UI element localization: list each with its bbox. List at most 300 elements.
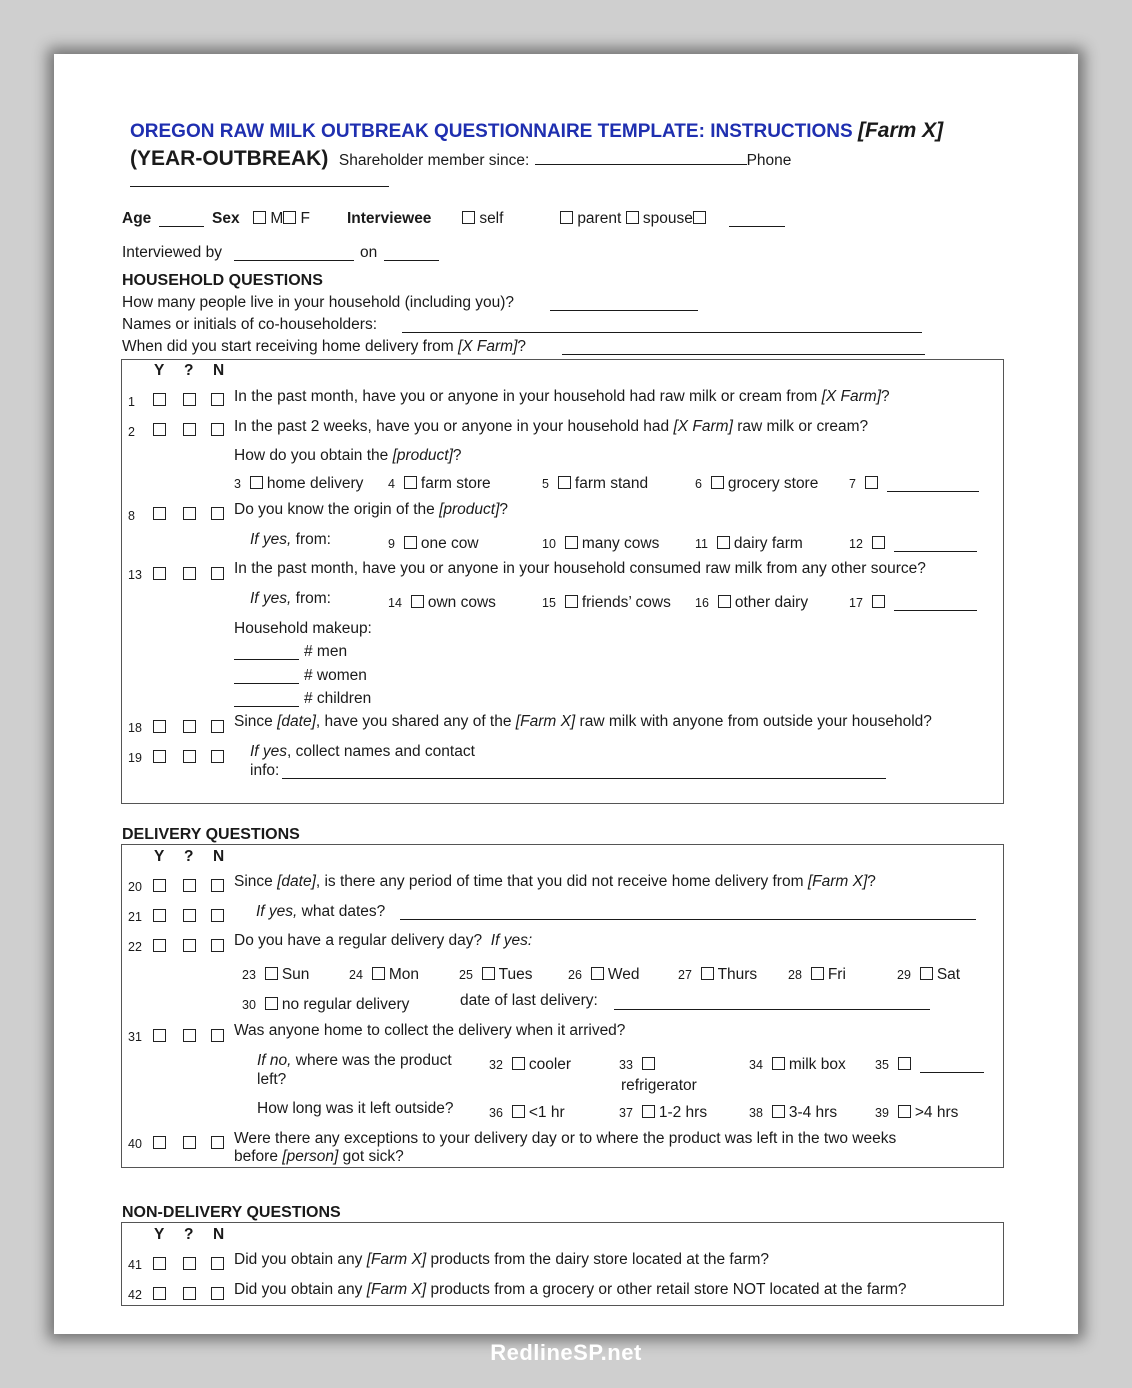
sex-female-checkbox[interactable]	[283, 211, 296, 224]
shareholder-field[interactable]	[535, 150, 747, 165]
opt3-number: 3	[234, 477, 241, 491]
q1-qmark: ?	[881, 388, 890, 405]
ifno-line2: left?	[257, 1071, 287, 1088]
document-title	[130, 117, 990, 174]
q40-no-wrap	[211, 1135, 224, 1153]
q41-yes-wrap	[153, 1256, 166, 1274]
q8-no-checkbox[interactable]	[211, 507, 224, 520]
q2-no-checkbox[interactable]	[211, 423, 224, 436]
q21-yes-checkbox[interactable]	[153, 909, 166, 922]
farm-stand-label: farm stand	[574, 475, 649, 492]
o33-number: 33	[619, 1058, 633, 1072]
source-other-checkbox[interactable]	[872, 595, 885, 608]
q31-no-checkbox[interactable]	[211, 1029, 224, 1042]
opt9-number: 9	[388, 537, 395, 551]
on-label: on	[360, 244, 378, 261]
nondelivery-col-unknown: ?	[184, 1226, 194, 1243]
start-delivery-question	[122, 338, 526, 356]
q21-ifyes: If yes,	[256, 903, 298, 920]
q2-farm: [X Farm]	[673, 418, 733, 435]
opt15-number: 15	[542, 596, 556, 610]
parent-checkbox[interactable]	[560, 211, 573, 224]
one-cow-checkbox[interactable]	[404, 536, 417, 549]
delivery-heading: DELIVERY QUESTIONS	[122, 826, 300, 843]
q1-unknown-wrap	[183, 392, 196, 410]
q20-farm: [Farm X]	[807, 873, 868, 890]
q19-unknown-checkbox[interactable]	[183, 750, 196, 763]
tues-label: Tues	[498, 966, 533, 983]
opt17-number: 17	[849, 596, 863, 610]
q42-unknown-checkbox[interactable]	[183, 1287, 196, 1300]
source-other	[849, 594, 885, 612]
start-delivery-qmark: ?	[517, 338, 527, 355]
contact-info-field[interactable]	[282, 778, 886, 779]
q8-yes-wrap	[153, 506, 166, 524]
q20-no-wrap	[211, 878, 224, 896]
q20-number: 20	[128, 880, 142, 894]
h36-number: 36	[489, 1106, 503, 1120]
self-checkbox[interactable]	[462, 211, 475, 224]
nondelivery-col-y: Y	[154, 1226, 165, 1243]
source-ifyes-text: If yes,	[250, 590, 292, 607]
q18-unknown-wrap	[183, 719, 196, 737]
interviewee-label: Interviewee	[347, 210, 432, 227]
left-other-checkbox[interactable]	[898, 1057, 911, 1070]
q40-number: 40	[128, 1137, 142, 1151]
q18-date: [date]	[277, 713, 316, 730]
farm-store-checkbox[interactable]	[404, 476, 417, 489]
spouse-label: spouse	[642, 210, 693, 227]
opt11-number: 11	[695, 537, 708, 551]
q1-text	[234, 388, 890, 406]
d27-number: 27	[678, 968, 692, 982]
left-other-field[interactable]	[920, 1072, 984, 1073]
q13-yes-checkbox[interactable]	[153, 567, 166, 580]
q18-text	[234, 713, 932, 731]
opt5-number: 5	[542, 477, 549, 491]
source-from-text: from:	[295, 590, 331, 607]
source-other-field[interactable]	[894, 610, 977, 611]
delivery-col-y: Y	[154, 848, 165, 865]
d25-number: 25	[459, 968, 473, 982]
d23-number: 23	[242, 968, 256, 982]
sex-male-label: M	[270, 210, 284, 227]
time-over-4hrs	[875, 1104, 958, 1122]
q19-yes-checkbox[interactable]	[153, 750, 166, 763]
q21-no-wrap	[211, 908, 224, 926]
q18-mid: , have you shared any of the	[315, 713, 512, 730]
o32-number: 32	[489, 1058, 503, 1072]
refrigerator-checkbox[interactable]	[642, 1057, 655, 1070]
q31-number: 31	[128, 1030, 142, 1044]
q13-no-checkbox[interactable]	[211, 567, 224, 580]
q20-yes-wrap	[153, 878, 166, 896]
q42-yes-checkbox[interactable]	[153, 1287, 166, 1300]
household-heading: HOUSEHOLD QUESTIONS	[122, 272, 323, 289]
sex-female-label: F	[300, 210, 311, 227]
milk-box-label: milk box	[788, 1056, 846, 1073]
no-regular-delivery-label: no regular delivery	[281, 996, 410, 1013]
source-own-cows	[388, 594, 496, 612]
q42-unknown-wrap	[183, 1286, 196, 1304]
q19-no-wrap	[211, 749, 224, 767]
d30-number: 30	[242, 998, 256, 1012]
q19-collect: , collect names and contact	[287, 743, 475, 760]
q1-no-wrap	[211, 392, 224, 410]
q20-no-checkbox[interactable]	[211, 879, 224, 892]
people-field[interactable]	[550, 310, 698, 311]
interview-date-field[interactable]	[384, 260, 439, 261]
q2-no-wrap	[211, 422, 224, 440]
d24-number: 24	[349, 968, 363, 982]
start-delivery-farm: [X Farm]	[457, 338, 518, 355]
q13-unknown-checkbox[interactable]	[183, 567, 196, 580]
dairy-farm-label: dairy farm	[733, 535, 803, 552]
cooler-checkbox[interactable]	[512, 1057, 525, 1070]
wed-label: Wed	[607, 966, 640, 983]
q1-text-main: In the past month, have you or anyone in your household had raw milk or cream from	[234, 388, 818, 405]
left-refrigerator	[619, 1056, 655, 1074]
q19-info-label: info:	[250, 762, 280, 779]
obtain-qmark: ?	[452, 447, 462, 464]
start-delivery-text: When did you start receiving home delivery from	[122, 338, 454, 355]
q31-yes-wrap	[153, 1028, 166, 1046]
q20-mid: , is there any period of time that you did not receive home delivery from	[315, 873, 804, 890]
q2-unknown-wrap	[183, 422, 196, 440]
q42-text	[234, 1281, 907, 1299]
q40-line1: Were there any exceptions to your delivery day or to where the product was left in the two weeks	[234, 1130, 897, 1147]
q8-number: 8	[128, 509, 135, 523]
q18-yes-checkbox[interactable]	[153, 720, 166, 733]
obtain-grocery-store	[695, 475, 818, 493]
time-3-4hrs	[749, 1104, 837, 1122]
origin-ifyes-text: If yes,	[250, 531, 292, 548]
sex-options	[253, 210, 310, 228]
q42-no-wrap	[211, 1286, 224, 1304]
obtain-home-delivery	[234, 475, 363, 493]
obtain-farm-store	[388, 475, 491, 493]
q41-yes-checkbox[interactable]	[153, 1257, 166, 1270]
interviewed-by-field[interactable]	[234, 260, 354, 261]
self-label: self	[479, 210, 504, 227]
farm-store-label: farm store	[420, 475, 491, 492]
q2-text-main: In the past 2 weeks, have you or anyone in your household had	[234, 418, 670, 435]
time-1-2hrs	[619, 1104, 707, 1122]
left-milk-box	[749, 1056, 846, 1074]
d29-number: 29	[897, 968, 911, 982]
home-delivery-checkbox[interactable]	[250, 476, 263, 489]
names-question: Names or initials of co-householders:	[122, 316, 378, 333]
sex-label: Sex	[212, 210, 240, 227]
men-label: # men	[304, 643, 348, 660]
ifno-text: where was the product	[295, 1052, 452, 1069]
no-regular-delivery-checkbox[interactable]	[265, 997, 278, 1010]
sex-male-checkbox[interactable]	[253, 211, 266, 224]
q42-post: products from a grocery or other retail store NOT located at the farm?	[430, 1281, 907, 1298]
start-delivery-field[interactable]	[562, 354, 925, 355]
q13-yes-wrap	[153, 566, 166, 584]
phone-field[interactable]	[130, 186, 389, 187]
own-cows-label: own cows	[427, 594, 496, 611]
women-field[interactable]	[234, 683, 299, 684]
q41-pre: Did you obtain any	[234, 1251, 363, 1268]
no-regular-delivery	[242, 996, 409, 1014]
q13-no-wrap	[211, 566, 224, 584]
ifno-label: If no,	[257, 1052, 292, 1069]
q20-text	[234, 873, 876, 891]
q21-number: 21	[128, 910, 142, 924]
q22-yes-checkbox[interactable]	[153, 939, 166, 952]
left-cooler	[489, 1056, 571, 1074]
last-delivery-field[interactable]	[614, 1009, 930, 1010]
q31-unknown-checkbox[interactable]	[183, 1029, 196, 1042]
obtain-other-checkbox[interactable]	[865, 476, 878, 489]
q8-yes-checkbox[interactable]	[153, 507, 166, 520]
q1-yes-checkbox[interactable]	[153, 393, 166, 406]
q22-ifyes: If yes:	[490, 932, 533, 949]
friends-cows-label: friends’ cows	[581, 594, 671, 611]
milk-box-checkbox[interactable]	[772, 1057, 785, 1070]
refrigerator-label: refrigerator	[621, 1077, 697, 1094]
interviewee-self	[462, 210, 503, 228]
q1-unknown-checkbox[interactable]	[183, 393, 196, 406]
q19-unknown-wrap	[183, 749, 196, 767]
friends-cows-checkbox[interactable]	[565, 595, 578, 608]
q40-yes-checkbox[interactable]	[153, 1136, 166, 1149]
q8-text	[234, 501, 508, 519]
nondelivery-col-n: N	[213, 1226, 225, 1243]
q20-unknown-checkbox[interactable]	[183, 879, 196, 892]
q18-number: 18	[128, 721, 142, 735]
other-interviewee-checkbox[interactable]	[693, 211, 706, 224]
sat-checkbox[interactable]	[920, 967, 933, 980]
q1-farm: [X Farm]	[821, 388, 882, 405]
title-farm: [Farm X]	[857, 119, 944, 142]
origin-many-cows	[542, 535, 659, 553]
q13-text: In the past month, have you or anyone in your household consumed raw milk from any other source?	[234, 560, 926, 577]
age-field[interactable]	[159, 226, 204, 227]
d26-number: 26	[568, 968, 582, 982]
names-field[interactable]	[402, 332, 922, 333]
source-other-dairy	[695, 594, 808, 612]
q42-yes-wrap	[153, 1286, 166, 1304]
q41-no-checkbox[interactable]	[211, 1257, 224, 1270]
opt10-number: 10	[542, 537, 556, 551]
q21-what-dates: what dates?	[301, 903, 386, 920]
h37-number: 37	[619, 1106, 633, 1120]
q8-qmark: ?	[499, 501, 509, 518]
under-1hr-checkbox[interactable]	[512, 1105, 525, 1118]
over-4hrs-checkbox[interactable]	[898, 1105, 911, 1118]
delivery-col-n: N	[213, 848, 225, 865]
q40-person: [person]	[282, 1148, 339, 1165]
q8-unknown-wrap	[183, 506, 196, 524]
time-under-1hr	[489, 1104, 565, 1122]
tues-checkbox[interactable]	[482, 967, 495, 980]
q19-yes-wrap	[153, 749, 166, 767]
fri-checkbox[interactable]	[811, 967, 824, 980]
q2-yes-checkbox[interactable]	[153, 423, 166, 436]
dairy-farm-checkbox[interactable]	[717, 536, 730, 549]
q22-unknown-checkbox[interactable]	[183, 939, 196, 952]
q20-yes-checkbox[interactable]	[153, 879, 166, 892]
q18-farm: [Farm X]	[515, 713, 576, 730]
1-2hrs-checkbox[interactable]	[642, 1105, 655, 1118]
other-interviewee-field[interactable]	[729, 226, 785, 227]
q42-pre: Did you obtain any	[234, 1281, 363, 1298]
q1-no-checkbox[interactable]	[211, 393, 224, 406]
obtain-text: How do you obtain the	[234, 447, 389, 464]
q22-number: 22	[128, 940, 142, 954]
q41-text	[234, 1251, 769, 1269]
age-label: Age	[122, 210, 152, 227]
q20-unknown-wrap	[183, 878, 196, 896]
q2-yes-wrap	[153, 422, 166, 440]
fri-label: Fri	[827, 966, 846, 983]
q22-text	[234, 932, 532, 950]
dates-field[interactable]	[400, 919, 976, 920]
ifno-line1	[257, 1052, 452, 1070]
q42-farm: [Farm X]	[366, 1281, 427, 1298]
cooler-label: cooler	[528, 1056, 572, 1073]
obtain-farm-stand	[542, 475, 648, 493]
q40-yes-wrap	[153, 1135, 166, 1153]
other-dairy-label: other dairy	[734, 594, 809, 611]
many-cows-checkbox[interactable]	[565, 536, 578, 549]
wed-checkbox[interactable]	[591, 967, 604, 980]
sat-label: Sat	[936, 966, 961, 983]
day-wed	[568, 966, 639, 984]
day-sun	[242, 966, 309, 984]
h38-number: 38	[749, 1106, 763, 1120]
grocery-store-label: grocery store	[727, 475, 819, 492]
opt12-number: 12	[849, 537, 863, 551]
q21-unknown-checkbox[interactable]	[183, 909, 196, 922]
left-other	[875, 1056, 911, 1074]
q22-question: Do you have a regular delivery day?	[234, 932, 483, 949]
questionnaire-page	[54, 54, 1078, 1334]
q18-end: raw milk with anyone from outside your household?	[579, 713, 932, 730]
q18-since: Since	[234, 713, 273, 730]
people-question: How many people live in your household (including you)?	[122, 294, 515, 311]
origin-dairy-farm	[695, 535, 803, 553]
q18-no-checkbox[interactable]	[211, 720, 224, 733]
o35-number: 35	[875, 1058, 889, 1072]
q21-no-checkbox[interactable]	[211, 909, 224, 922]
q42-no-checkbox[interactable]	[211, 1287, 224, 1300]
q8-no-wrap	[211, 506, 224, 524]
q40-before: before	[234, 1148, 278, 1165]
q40-no-checkbox[interactable]	[211, 1136, 224, 1149]
q20-date: [date]	[277, 873, 316, 890]
opt7-number: 7	[849, 477, 856, 491]
site-watermark: RedlineSP.net	[490, 1340, 642, 1365]
q2-number: 2	[128, 425, 135, 439]
nondelivery-heading: NON-DELIVERY QUESTIONS	[122, 1204, 341, 1221]
q2-text-end: raw milk or cream?	[737, 418, 869, 435]
origin-other-checkbox[interactable]	[872, 536, 885, 549]
q41-unknown-checkbox[interactable]	[183, 1257, 196, 1270]
own-cows-checkbox[interactable]	[411, 595, 424, 608]
grocery-store-checkbox[interactable]	[711, 476, 724, 489]
origin-one-cow	[388, 535, 479, 553]
origin-from-text: from:	[295, 531, 331, 548]
q40-line2	[234, 1148, 404, 1166]
q18-no-wrap	[211, 719, 224, 737]
sun-checkbox[interactable]	[265, 967, 278, 980]
q22-no-checkbox[interactable]	[211, 939, 224, 952]
q8-unknown-checkbox[interactable]	[183, 507, 196, 520]
origin-other-field[interactable]	[894, 551, 977, 552]
q20-qmark: ?	[867, 873, 876, 890]
day-tues	[459, 966, 532, 984]
many-cows-label: many cows	[581, 535, 660, 552]
howlong-question: How long was it left outside?	[257, 1100, 454, 1117]
obtain-other	[849, 475, 878, 493]
men-field[interactable]	[234, 659, 299, 660]
q22-unknown-wrap	[183, 938, 196, 956]
3-4hrs-checkbox[interactable]	[772, 1105, 785, 1118]
children-field[interactable]	[234, 706, 299, 707]
mon-label: Mon	[388, 966, 419, 983]
q31-text: Was anyone home to collect the delivery when it arrived?	[234, 1022, 626, 1039]
q40-unknown-wrap	[183, 1135, 196, 1153]
q2-unknown-checkbox[interactable]	[183, 423, 196, 436]
q19-number: 19	[128, 751, 142, 765]
q41-post: products from the dairy store located at the farm?	[430, 1251, 770, 1268]
farm-stand-checkbox[interactable]	[558, 476, 571, 489]
q40-unknown-checkbox[interactable]	[183, 1136, 196, 1149]
day-sat	[897, 966, 960, 984]
q8-product: [product]	[439, 501, 500, 518]
q18-unknown-checkbox[interactable]	[183, 720, 196, 733]
q1-number: 1	[128, 395, 135, 409]
phone-label: Phone	[746, 152, 792, 169]
origin-ifyes	[250, 531, 331, 549]
q20-since: Since	[234, 873, 273, 890]
q41-unknown-wrap	[183, 1256, 196, 1274]
q31-yes-checkbox[interactable]	[153, 1029, 166, 1042]
interviewee-parent-spouse	[560, 210, 706, 228]
shareholder-label: Shareholder member since:	[338, 152, 530, 169]
spouse-checkbox[interactable]	[626, 211, 639, 224]
other-dairy-checkbox[interactable]	[718, 595, 731, 608]
o34-number: 34	[749, 1058, 763, 1072]
sun-label: Sun	[281, 966, 310, 983]
thurs-checkbox[interactable]	[701, 967, 714, 980]
opt14-number: 14	[388, 596, 402, 610]
q19-no-checkbox[interactable]	[211, 750, 224, 763]
q41-number: 41	[128, 1258, 142, 1272]
origin-other	[849, 535, 885, 553]
opt6-number: 6	[695, 477, 702, 491]
q41-no-wrap	[211, 1256, 224, 1274]
women-label: # women	[304, 667, 367, 684]
q22-no-wrap	[211, 938, 224, 956]
col-n-header: N	[213, 362, 225, 379]
q19-text	[250, 743, 475, 761]
d28-number: 28	[788, 968, 802, 982]
q41-farm: [Farm X]	[366, 1251, 427, 1268]
source-ifyes	[250, 590, 331, 608]
thurs-label: Thurs	[717, 966, 758, 983]
q19-ifyes: If yes	[250, 743, 288, 760]
q21-yes-wrap	[153, 908, 166, 926]
obtain-other-field[interactable]	[887, 491, 979, 492]
1-2hrs-label: 1-2 hrs	[658, 1104, 708, 1121]
over-4hrs-label: >4 hrs	[914, 1104, 959, 1121]
mon-checkbox[interactable]	[372, 967, 385, 980]
